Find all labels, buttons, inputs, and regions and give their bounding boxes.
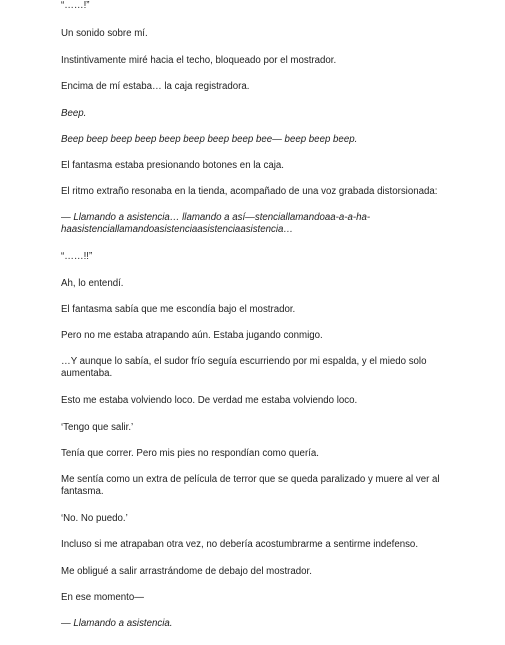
paragraph: Pero no me estaba atrapando aún. Estaba jugando conmigo. [61,330,323,341]
paragraph: ‘Tengo que salir.’ [61,422,134,433]
paragraph: Me obligué a salir arrastrándome de debajo del mostrador. [61,566,312,577]
paragraph: — Llamando a asistencia… llamando a así—stenciallamandoaa-a-a-ha-haasistenciallamandoasistenciaasistenciaasistencia… [61,212,371,235]
paragraph: El ritmo extraño resonaba en la tienda, acompañado de una voz grabada distorsionada: [61,186,438,197]
paragraph: Beep. [61,108,87,119]
paragraph: En ese momento— [61,592,144,603]
paragraph: …Y aunque lo sabía, el sudor frío seguía escurriendo por mi espalda, y el miedo solo aumentaba. [61,356,427,379]
paragraph: Tenía que correr. Pero mis pies no respondían como quería. [61,448,319,459]
paragraph: El fantasma sabía que me escondía bajo el mostrador. [61,304,296,315]
paragraph: El fantasma estaba presionando botones en la caja. [61,160,284,171]
paragraph: “……!” [61,0,90,11]
paragraph: “……!!” [61,251,93,262]
paragraph: Incluso si me atrapaban otra vez, no debería acostumbrarme a sentirme indefenso. [61,539,419,550]
paragraph: Beep beep beep beep beep beep beep beep bee— beep beep beep. [61,134,358,145]
paragraph: Esto me estaba volviendo loco. De verdad me estaba volviendo loco. [61,395,358,406]
paragraph: Encima de mí estaba… la caja registradora. [61,81,250,92]
paragraph: — Llamando a asistencia. [61,618,173,629]
paragraph: Ah, lo entendí. [61,278,124,289]
paragraph: Me sentía como un extra de película de terror que se queda paralizado y muere al ver al fantasma. [61,474,440,497]
paragraph: Instintivamente miré hacia el techo, bloqueado por el mostrador. [61,55,337,66]
paragraph: ‘No. No puedo.’ [61,513,128,524]
paragraph: Un sonido sobre mí. [61,28,148,39]
